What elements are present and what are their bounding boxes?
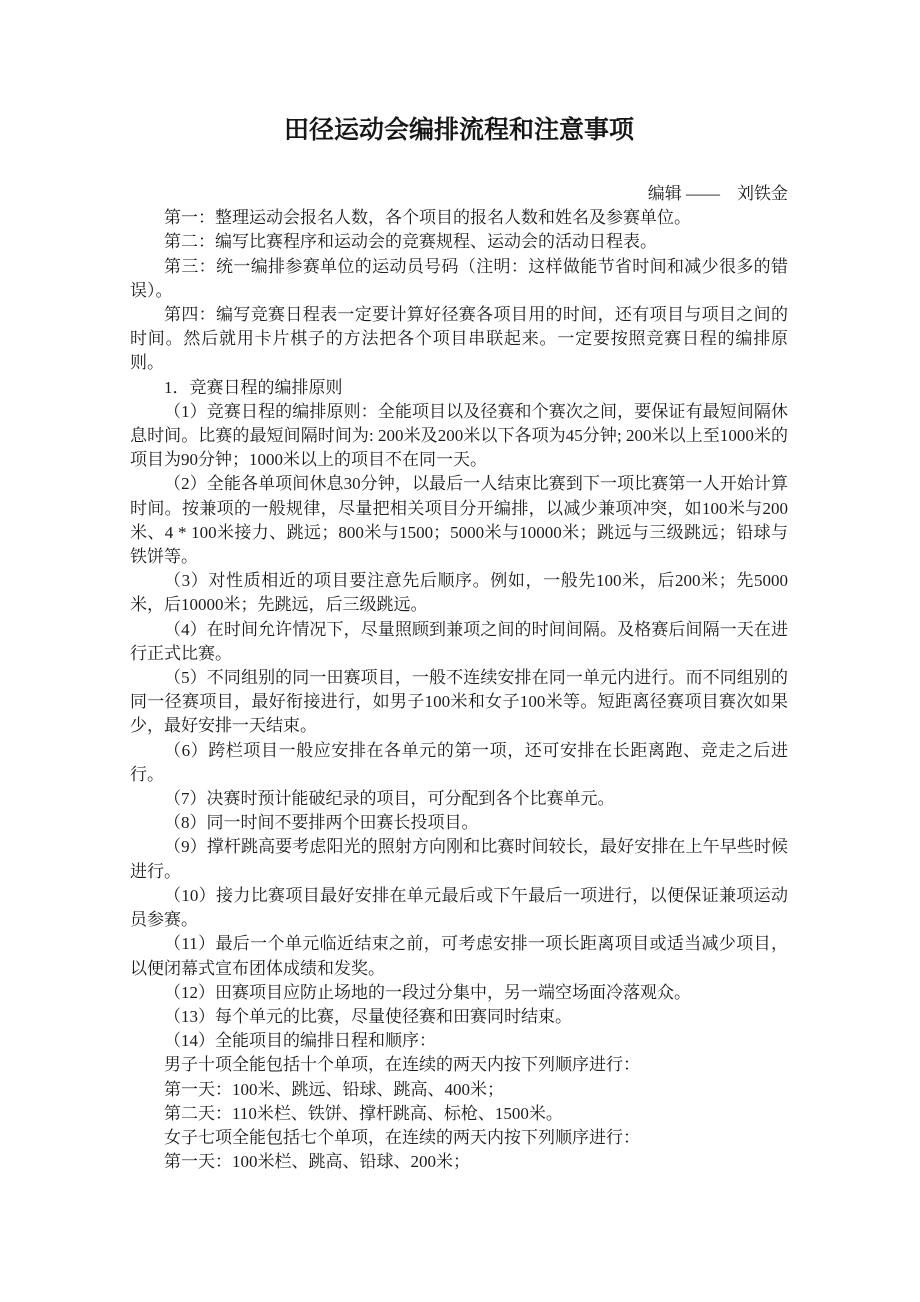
doc-paragraph: （8）同一时间不要排两个田赛长投项目。 <box>164 813 479 833</box>
section-heading: 1．竞赛日程的编排原则 <box>164 377 343 397</box>
doc-paragraph: 第二：编写比赛程序和运动会的竞赛规程、运动会的活动日程表。 <box>164 232 657 252</box>
doc-paragraph: （14）全能项目的编排日程和顺序： <box>164 1031 436 1051</box>
doc-paragraph: 第二天：110米栏、铁饼、撑杆跳高、标枪、1500米。 <box>164 1103 563 1123</box>
document-title: 田径运动会编排流程和注意事项 <box>283 117 634 144</box>
doc-paragraph: （6）跨栏项目一般应安排在各单元的第一项，还可安排在长距离跑、竞走之后进行。 <box>130 740 788 784</box>
doc-paragraph: 第三：统一编排参赛单位的运动员号码（注明：这样做能节省时间和减少很多的错误）。 <box>130 256 788 300</box>
doc-paragraph: 第一天：100米栏、跳高、铅球、200米； <box>164 1152 470 1172</box>
document-body <box>130 206 788 1174</box>
doc-paragraph: 第四：编写竞赛日程表一定要计算好径赛各项目用的时间，还有项目与项目之间的时间。然后就用卡片棋子的方法把各个项目串联起来。一定要按照竞赛日程的编排原则。 <box>130 305 788 373</box>
doc-paragraph: （9）撑杆跳高要考虑阳光的照射方向刚和比赛时间较长，最好安排在上午早些时候进行。 <box>130 837 788 881</box>
editor-byline: 编辑 —— 刘铁金 <box>647 184 788 203</box>
doc-paragraph: 女子七项全能包括七个单项，在连续的两天内按下列顺序进行： <box>164 1127 640 1147</box>
doc-paragraph: （12）田赛项目应防止场地的一段过分集中，另一端空场面冷落观众。 <box>164 982 691 1002</box>
doc-paragraph: （10）接力比赛项目最好安排在单元最后或下午最后一项进行，以便保证兼项运动员参赛。 <box>130 885 788 930</box>
doc-paragraph: （2）全能各单项间休息30分钟，以最后一人结束比赛到下一项比赛第一人开始计算时间。按兼项的一般规律，尽量把相关项目分开编排，以减少兼项冲突，如100米与200米、4 * 100米接力、跳远；800米与1500；5000米与10000米；跳远与三级跳远；铅球与铁饼等。 <box>130 474 788 567</box>
doc-paragraph: （1）竞赛日程的编排原则：全能项目以及径赛和个赛次之间，要保证有最短间隔休息时间。比赛的最短间隔时间为: 200米及200米以下各项为45分钟; 200米以上至1000米的项目为90分钟；1000米以上的项目不在同一天。 <box>130 401 788 470</box>
doc-paragraph: 男子十项全能包括十个单项，在连续的两天内按下列顺序进行： <box>164 1055 640 1075</box>
doc-paragraph: （5）不同组别的同一田赛项目，一般不连续安排在同一单元内进行。而不同组别的同一径赛项目，最好衔接进行，如男子100米和女子100米等。短距离径赛项目赛次如果少，最好安排一天结束。 <box>130 668 788 736</box>
doc-paragraph: （11）最后一个单元临近结束之前，可考虑安排一项长距离项目或适当减少项目，以便闭幕式宣布团体成绩和发奖。 <box>130 934 788 978</box>
doc-paragraph: （13）每个单元的比赛，尽量使径赛和田赛同时结束。 <box>164 1006 572 1026</box>
doc-paragraph: （4）在时间允许情况下，尽量照顾到兼项之间的时间间隔。及格赛后间隔一天在进行正式比赛。 <box>130 619 788 663</box>
doc-paragraph: （7）决赛时预计能破纪录的项目，可分配到各个比赛单元。 <box>164 789 615 809</box>
doc-paragraph: 第一天：100米、跳远、铅球、跳高、400米； <box>164 1079 504 1099</box>
doc-paragraph: （3）对性质相近的项目要注意先后顺序。例如，一般先100米，后200米；先5000米，后10000米；先跳远，后三级跳远。 <box>130 571 788 615</box>
doc-paragraph: 第一：整理运动会报名人数，各个项目的报名人数和姓名及参赛单位。 <box>164 208 691 228</box>
